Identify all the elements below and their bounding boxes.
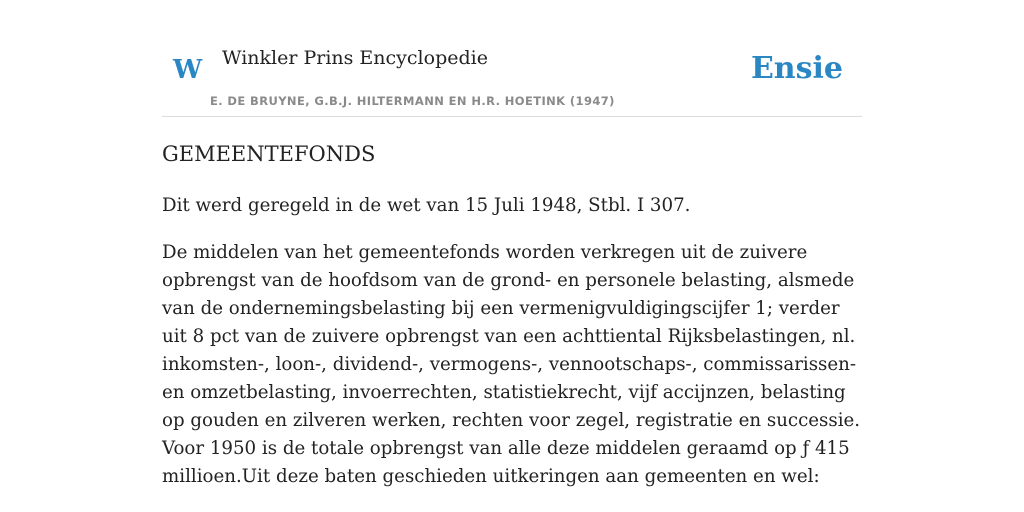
article [162, 138, 862, 491]
ensie-logo-link[interactable]: Ensie [750, 51, 843, 86]
book-title[interactable]: Winkler Prins Encyclopedie [222, 47, 488, 69]
article-title: GEMEENTEFONDS [162, 142, 376, 166]
page-header [162, 0, 862, 117]
winkler-prins-logo[interactable]: W [173, 55, 203, 85]
article-paragraph: De middelen van het gemeentefonds worden verkregen uit de zuivere opbrengst van de hoofdsom van de grond- en personele belasting, alsmede van de ondernemingsbelasting bij een vermenigvuldigingscijfer 1; verder uit 8 pct van de zuivere opbrengst van een achttiental Rijksbelastingen, nl. inkomsten-, loon-, dividend-, vermogens-, vennootschaps-, commissarissen- en omzetbelasting, invoerrechten, statistiekrecht, vijf accijnzen, belasting op gouden en zilveren werken, rechten voor zegel, registratie en successie. Voor 1950 is de totale opbrengst van alle deze middelen geraamd op ƒ 415 millioen.Uit deze baten geschieden uitkeringen aan gemeenten en wel: [162, 242, 861, 487]
article-paragraph: Dit werd geregeld in de wet van 15 Juli 1948, Stbl. I 307. [162, 195, 691, 216]
book-authors: E. DE BRUYNE, G.B.J. HILTERMANN EN H.R. HOETINK (1947) [210, 94, 615, 108]
